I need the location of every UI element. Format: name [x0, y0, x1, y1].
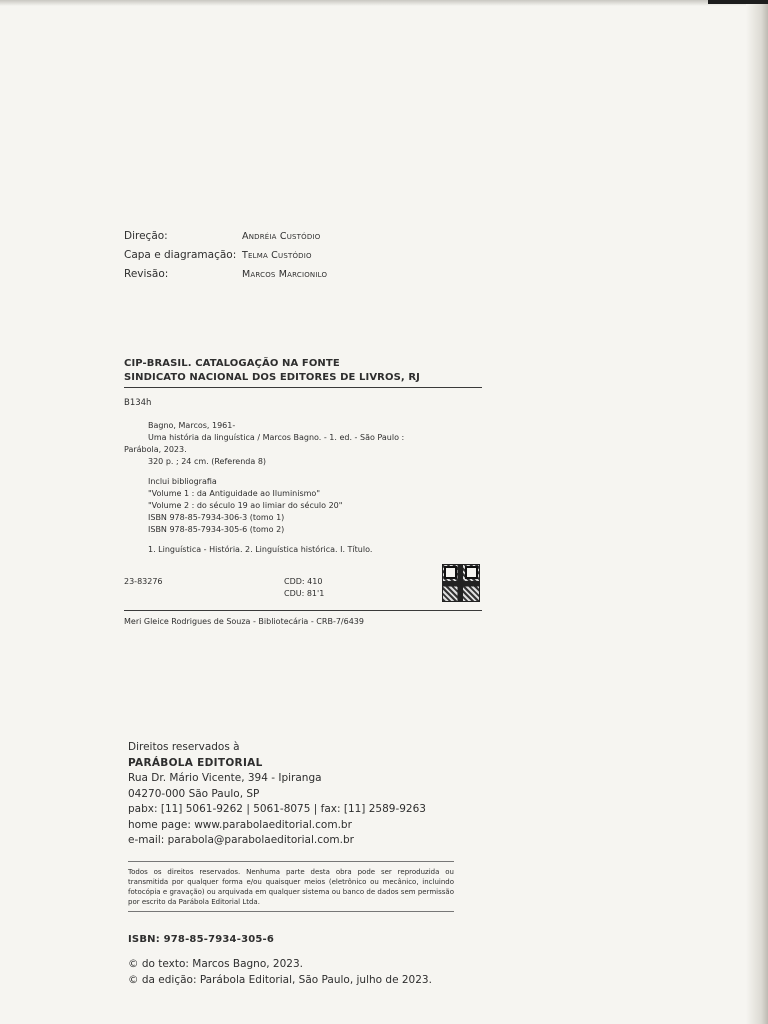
- divider: [128, 911, 454, 912]
- rights-notice: Todos os direitos reservados. Nenhuma parte desta obra pode ser reproduzida ou transmitida por qualquer forma e/ou quaisquer meios (eletrônico ou mecânico, incluindo fotocópia e gravação) ou arquivada em qualquer sistema ou banco de dados sem permissão por escrito da Parábola Editorial Ltda.: [128, 861, 454, 908]
- entry-title: Uma história da linguística / Marcos Bagno. - 1. ed. - São Paulo :: [148, 433, 405, 442]
- credit-name: Marcos Marcionilo: [242, 269, 328, 280]
- entry-title-cont: Parábola, 2023.: [124, 445, 187, 454]
- page-corner: [708, 0, 768, 4]
- cip-title-line1: CIP-BRASIL. CATALOGAÇÃO NA FONTE: [124, 358, 340, 369]
- publisher-homepage: home page: www.parabolaeditorial.com.br: [128, 818, 352, 831]
- isbn: ISBN: 978-85-7934-305-6: [128, 934, 275, 946]
- credit-name: Andréia Custódio: [242, 231, 321, 242]
- catalog-number: 23-83276: [124, 577, 163, 586]
- credit-role: Capa e diagramação:: [124, 249, 237, 261]
- credit-row-direction: [124, 227, 327, 246]
- divider: [124, 610, 482, 611]
- entry-note: "Volume 1 : da Antiguidade ao Iluminismo": [148, 489, 321, 498]
- cip-code: B134h: [124, 398, 152, 408]
- cdd-code: CDD: 410: [284, 577, 323, 586]
- credit-role: Direção:: [124, 230, 168, 242]
- publisher-block: [128, 740, 454, 988]
- catalog-entry: [124, 420, 482, 556]
- credit-row-revision: [124, 265, 327, 284]
- rights-to: Direitos reservados à: [128, 741, 240, 753]
- credit-role: Revisão:: [124, 268, 169, 280]
- cdu-code: CDU: 81'1: [284, 589, 325, 598]
- entry-note: ISBN 978-85-7934-305-6 (tomo 2): [148, 525, 285, 534]
- catalog-codes: [124, 564, 482, 608]
- entry-note: ISBN 978-85-7934-306-3 (tomo 1): [148, 513, 285, 522]
- publisher-address: Rua Dr. Mário Vicente, 394 - Ipiranga: [128, 772, 322, 784]
- credit-row-cover: [124, 246, 327, 265]
- credit-name: Telma Custódio: [242, 250, 312, 261]
- classification-codes: [284, 576, 324, 600]
- divider: [124, 387, 482, 388]
- page-top-edge: [0, 0, 768, 6]
- entry-author: Bagno, Marcos, 1961-: [148, 421, 236, 430]
- cip-catalog-block: [124, 357, 482, 626]
- cip-title-line2: SINDICATO NACIONAL DOS EDITORES DE LIVROS, RJ: [124, 372, 420, 383]
- publisher-phones: pabx: [11] 5061-9262 | 5061-8075 | fax: [11] 2589-9263: [128, 803, 426, 815]
- credits-block: [124, 227, 327, 284]
- entry-note: "Volume 2 : do século 19 ao limiar do século 20": [148, 501, 343, 510]
- publisher-city: 04270-000 São Paulo, SP: [128, 787, 260, 800]
- librarian-credit: Meri Gleice Rodrigues de Souza - Bibliotecária - CRB-7/6439: [124, 617, 364, 626]
- page-right-edge: [746, 0, 768, 1024]
- publisher-name: PARÁBOLA EDITORIAL: [128, 756, 263, 769]
- copyright-block: [128, 956, 454, 988]
- qr-code-icon: [442, 564, 480, 602]
- copyright-edition: © da edição: Parábola Editorial, São Paulo, julho de 2023.: [128, 973, 432, 986]
- publisher-email: e-mail: parabola@parabolaeditorial.com.br: [128, 834, 354, 846]
- entry-physical: 320 p. ; 24 cm. (Referenda 8): [148, 457, 267, 466]
- entry-subjects: 1. Linguística - História. 2. Linguística histórica. I. Título.: [148, 545, 373, 554]
- copyright-text: © do texto: Marcos Bagno, 2023.: [128, 957, 303, 970]
- entry-note: Inclui bibliografia: [148, 477, 217, 486]
